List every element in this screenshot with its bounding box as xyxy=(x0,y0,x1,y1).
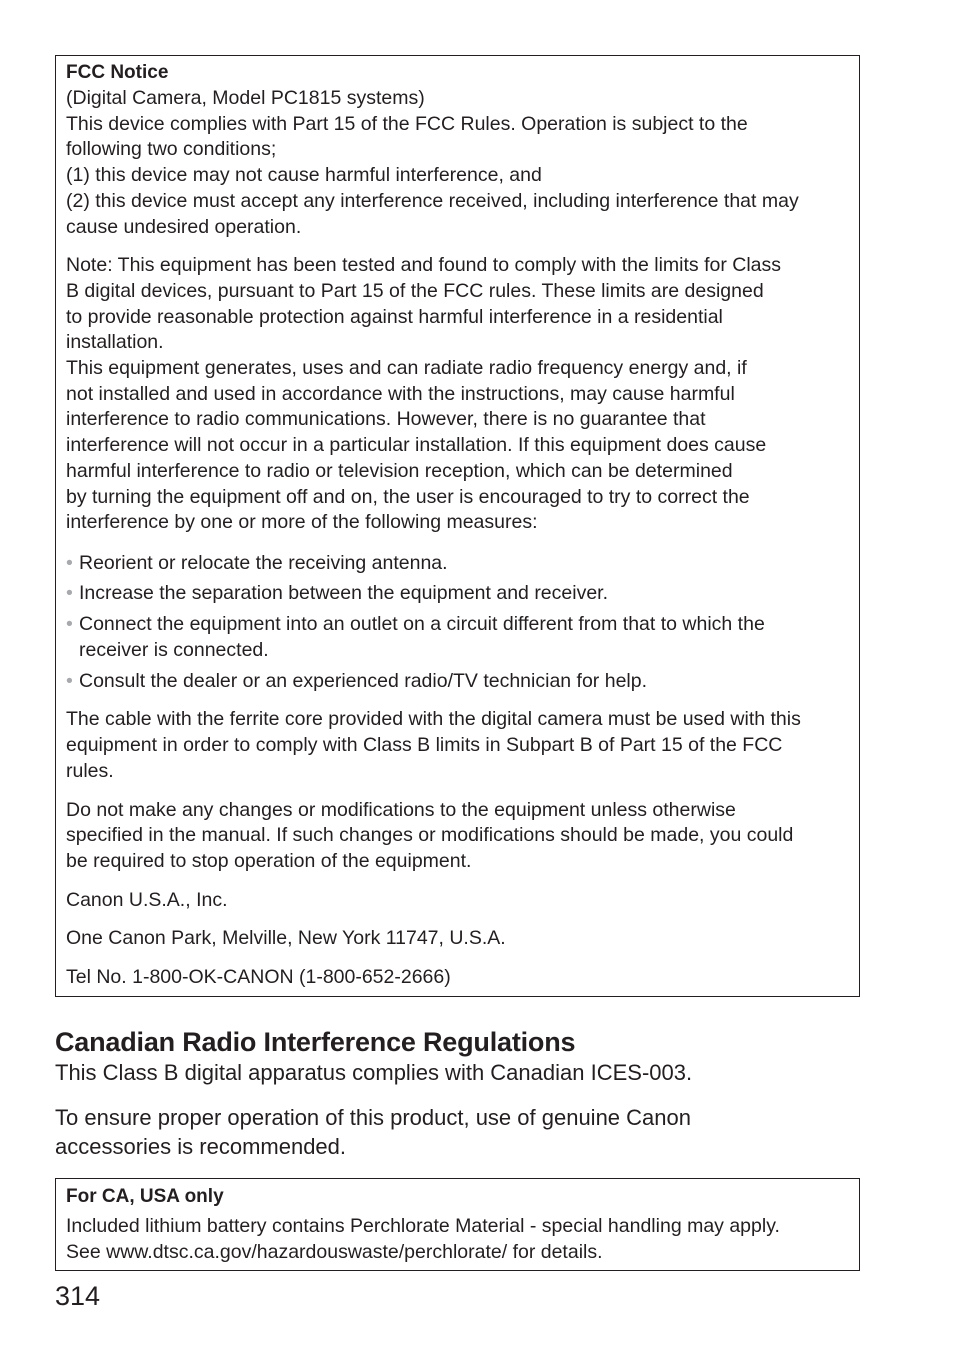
bullet-icon: • xyxy=(66,669,73,692)
perchlorate-paragraph xyxy=(66,1214,849,1265)
text-line: See www.dtsc.ca.gov/hazardouswaste/perchlorate/ for details. xyxy=(66,1240,603,1263)
company-phone: Tel No. 1-800-OK-CANON (1-800-652-2666) xyxy=(66,966,451,989)
text-line: This device complies with Part 15 of the FCC Rules. Operation is subject to the xyxy=(66,112,748,135)
fcc-ferrite-paragraph xyxy=(66,707,849,784)
bullet-icon: • xyxy=(66,582,73,605)
text-line: to provide reasonable protection against harmful interference in a residential xyxy=(66,305,723,328)
text-line: accessories is recommended. xyxy=(55,1134,347,1159)
ca-usa-notice-box xyxy=(55,1178,860,1271)
text-line: be required to stop operation of the equipment. xyxy=(66,849,472,872)
fcc-note-paragraph xyxy=(66,253,849,536)
text-line: cause undesired operation. xyxy=(66,215,302,238)
text-line: (2) this device must accept any interference received, including interference that may xyxy=(66,189,799,212)
text-line: by turning the equipment off and on, the user is encouraged to try to correct the xyxy=(66,485,750,508)
fcc-measures-list xyxy=(66,550,849,695)
text-line: not installed and used in accordance with the instructions, may cause harmful xyxy=(66,382,735,405)
text-line: rules. xyxy=(66,759,114,782)
ices-statement: This Class B digital apparatus complies with Canadian ICES-003. xyxy=(55,1060,693,1085)
list-item xyxy=(66,550,849,577)
text-line: interference by one or more of the following measures: xyxy=(66,511,538,534)
text-line: interference to radio communications. However, there is no guarantee that xyxy=(66,408,706,431)
fcc-notice-box xyxy=(55,55,860,997)
list-item xyxy=(66,580,849,607)
text-line: This equipment generates, uses and can radiate radio frequency energy and, if xyxy=(66,357,747,380)
fcc-modifications-paragraph xyxy=(66,798,849,875)
text-line: following two conditions; xyxy=(66,138,277,161)
text-line: The cable with the ferrite core provided with the digital camera must be used with this xyxy=(66,708,801,731)
text-line: Included lithium battery contains Perchlorate Material - special handling may apply. xyxy=(66,1215,780,1237)
bullet-icon: • xyxy=(66,551,73,574)
text-line: Reorient or relocate the receiving antenna. xyxy=(79,551,448,574)
text-line: Consult the dealer or an experienced radio/TV technician for help. xyxy=(79,669,648,692)
text-line: installation. xyxy=(66,331,164,354)
company-address: One Canon Park, Melville, New York 11747, U.S.A. xyxy=(66,927,506,950)
list-item xyxy=(66,611,849,664)
list-item xyxy=(66,668,849,695)
canadian-regulations-heading: Canadian Radio Interference Regulations xyxy=(55,1027,576,1057)
accessories-paragraph xyxy=(55,1103,855,1161)
bullet-icon: • xyxy=(66,612,73,635)
text-line: (Digital Camera, Model PC1815 systems) xyxy=(66,87,425,109)
text-line: Do not make any changes or modifications to the equipment unless otherwise xyxy=(66,798,736,821)
text-line: interference will not occur in a particular installation. If this equipment does cause xyxy=(66,434,767,457)
text-line: harmful interference to radio or television reception, which can be determined xyxy=(66,459,733,482)
text-line: Note: This equipment has been tested and found to comply with the limits for Class xyxy=(66,254,782,277)
text-line: Connect the equipment into an outlet on a circuit different from that to which the xyxy=(79,612,765,635)
text-line: B digital devices, pursuant to Part 15 of the FCC rules. These limits are designed xyxy=(66,279,764,302)
text-line: equipment in order to comply with Class B limits in Subpart B of Part 15 of the FCC xyxy=(66,734,783,757)
text-line: (1) this device may not cause harmful interference, and xyxy=(66,164,542,187)
text-line: specified in the manual. If such changes or modifications should be made, you could xyxy=(66,824,794,847)
text-line: receiver is connected. xyxy=(79,639,269,662)
ca-usa-title: For CA, USA only xyxy=(66,1186,224,1207)
fcc-conditions-paragraph xyxy=(66,86,849,240)
page-number: 314 xyxy=(55,1281,101,1311)
text-line: Increase the separation between the equipment and receiver. xyxy=(79,582,609,605)
company-name: Canon U.S.A., Inc. xyxy=(66,888,228,911)
fcc-notice-title: FCC Notice xyxy=(66,62,169,83)
text-line: To ensure proper operation of this product, use of genuine Canon xyxy=(55,1105,691,1130)
